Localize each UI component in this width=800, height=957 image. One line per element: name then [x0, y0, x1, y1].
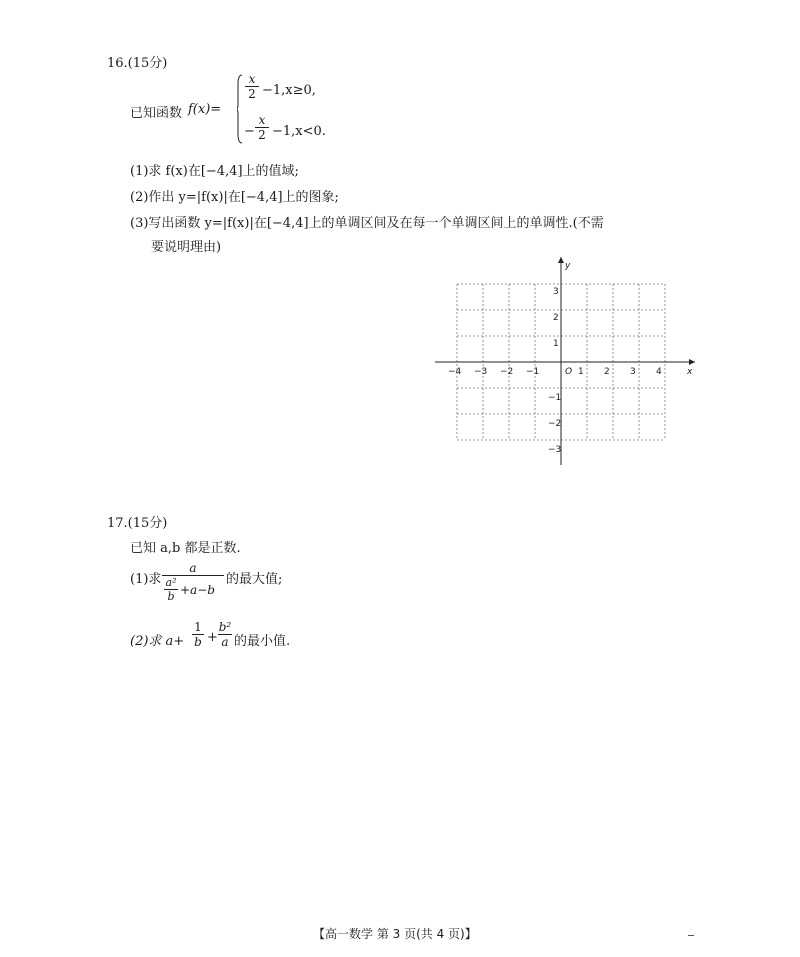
- q16-case2-fraction: [255, 113, 269, 142]
- q17-part1-fraction: [162, 561, 224, 606]
- y-tick-label: 3: [553, 287, 559, 297]
- y-axis-arrow: [558, 257, 564, 263]
- y-axis-label: y: [565, 261, 571, 271]
- q16-part3-line2: 要说明理由): [151, 240, 222, 255]
- q17-part2-prefix: (2)求 a+: [130, 634, 185, 649]
- x-tick-label: −2: [500, 367, 514, 377]
- x-tick-label: 4: [656, 367, 662, 377]
- y-tick-label: 2: [553, 313, 559, 323]
- q17-part2-plus: +: [207, 630, 218, 645]
- q16-function-name: f(x)=: [188, 102, 222, 117]
- q17-part2-fraction2: [218, 620, 232, 649]
- coordinate-grid: [425, 252, 705, 467]
- x-tick-label: 3: [630, 367, 636, 377]
- q16-part3-line1: (3)写出函数 y=|f(x)|在[−4,4]上的单调区间及在每一个单调区间上的单调性.(不需: [130, 216, 604, 231]
- q17-part2-f2-denominator: a: [221, 635, 229, 649]
- q17-part2-fraction1: [192, 620, 204, 649]
- q17-header: 17.(15分): [107, 516, 168, 531]
- x-tick-label: 1: [578, 367, 584, 377]
- q16-case2-sign: −: [244, 124, 255, 139]
- y-tick-label: −3: [548, 445, 562, 455]
- q17-part2-f1-numerator: 1: [194, 620, 202, 634]
- q17-part1-den-rest: +a−b: [180, 583, 215, 597]
- q16-part2: (2)作出 y=|f(x)|在[−4,4]上的图象;: [130, 190, 339, 205]
- y-tick-label: −2: [548, 419, 562, 429]
- q16-case1-rest: −1,x≥0,: [262, 83, 316, 98]
- x-tick-label: −4: [448, 367, 462, 377]
- q17-part1-suffix: 的最大值;: [226, 572, 283, 587]
- q17-part1-prefix: (1)求: [130, 572, 162, 587]
- q16-case2-denominator: 2: [258, 128, 266, 142]
- q17-part1-inner-denominator: b: [167, 590, 175, 603]
- corner-mark: [688, 935, 694, 936]
- y-tick-label: 1: [553, 339, 559, 349]
- q17-part2-f2-numerator: b²: [218, 620, 232, 634]
- x-tick-label: 2: [604, 367, 610, 377]
- y-tick-label: −1: [548, 393, 562, 403]
- q16-case2-numerator: x: [258, 113, 266, 127]
- q17-given: 已知 a,b 都是正数.: [130, 541, 241, 556]
- q17-part1-inner-numerator: a²: [165, 576, 177, 589]
- x-axis-arrow: [689, 359, 695, 365]
- q16-given-prefix: 已知函数: [130, 106, 183, 121]
- piecewise-brace: [237, 74, 243, 144]
- q17-part2-suffix: 的最小值.: [234, 634, 291, 649]
- page-footer: 【高一数学 第 3 页(共 4 页)】: [313, 927, 477, 941]
- q16-case1-numerator: x: [248, 72, 256, 86]
- q17-part2-f1-denominator: b: [194, 635, 202, 649]
- x-tick-label: −3: [474, 367, 488, 377]
- q16-case1-fraction: [245, 72, 259, 101]
- x-tick-label: O: [565, 367, 573, 377]
- q16-part1: (1)求 f(x)在[−4,4]上的值域;: [130, 164, 299, 179]
- q16-case1-denominator: 2: [248, 87, 256, 101]
- x-axis-label: x: [687, 367, 693, 377]
- q17-part1-numerator: a: [189, 561, 197, 575]
- q16-header: 16.(15分): [107, 56, 168, 71]
- x-tick-label: −1: [526, 367, 540, 377]
- q16-case2-rest: −1,x<0.: [272, 124, 326, 139]
